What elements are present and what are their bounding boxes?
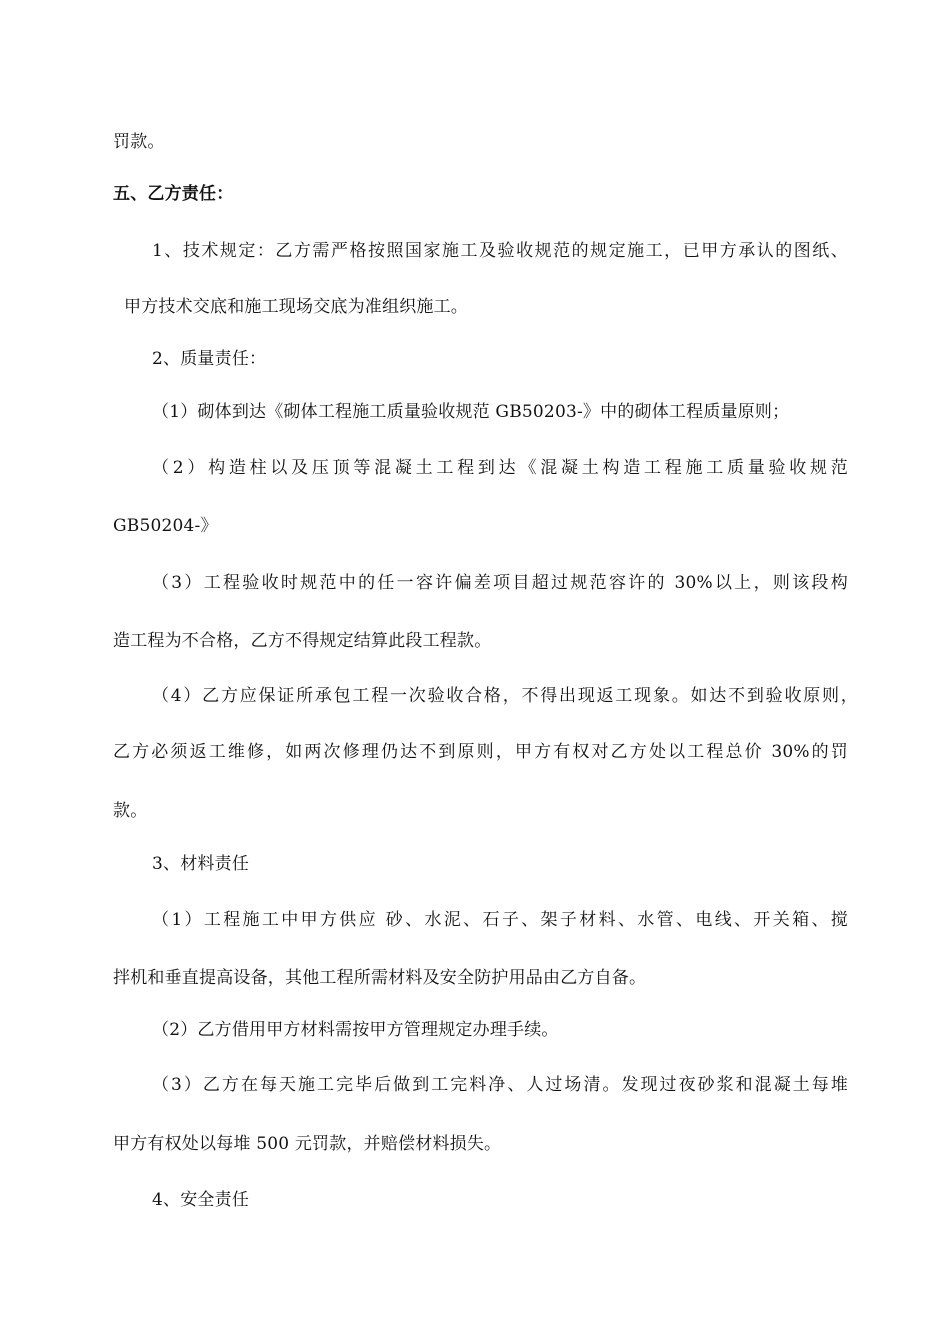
text-line-site-cleanup: （3）乙方在每天施工完毕后做到工完料净、人过场清。发现过夜砂浆和混凝土每堆 bbox=[152, 1075, 848, 1095]
text-line-concrete-quality: （2）构造柱以及压顶等混凝土工程到达《混凝土构造工程施工质量验收规范 bbox=[152, 458, 848, 478]
text-line-rework-rule-end: 款。 bbox=[113, 801, 148, 821]
text-line-rework-rule: 乙方必须返工维修，如两次修理仍达不到原则，甲方有权对乙方处以工程总价 30%的罚 bbox=[113, 742, 848, 762]
subheading-quality-responsibility: 2、质量责任： bbox=[152, 349, 267, 369]
text-line-technical-rule-cont: 甲方技术交底和施工现场交底为准组织施工。 bbox=[124, 297, 468, 317]
section-heading-party-b-responsibility: 五、乙方责任： bbox=[113, 184, 234, 204]
text-line-site-cleanup-cont: 甲方有权处以每堆 500 元罚款，并赔偿材料损失。 bbox=[113, 1134, 502, 1154]
subheading-material-responsibility: 3、材料责任 bbox=[152, 854, 250, 874]
text-line-tolerance-rule-cont: 造工程为不合格，乙方不得规定结算此段工程款。 bbox=[113, 631, 492, 651]
text-line-fine-end: 罚款。 bbox=[113, 132, 165, 152]
text-line-acceptance-rule: （4）乙方应保证所承包工程一次验收合格，不得出现返工现象。如达不到验收原则， bbox=[152, 686, 858, 706]
text-line-concrete-standard: GB50204-》 bbox=[113, 516, 218, 536]
text-line-material-borrowing: （2）乙方借用甲方材料需按甲方管理规定办理手续。 bbox=[152, 1020, 559, 1040]
text-line-technical-rule: 1、技术规定：乙方需严格按照国家施工及验收规范的规定施工，已甲方承认的图纸、 bbox=[152, 241, 848, 261]
text-line-tolerance-rule: （3）工程验收时规范中的任一容许偏差项目超过规范容许的 30%以上，则该段构 bbox=[152, 573, 848, 593]
text-line-material-supply-cont: 拌机和垂直提高设备，其他工程所需材料及安全防护用品由乙方自备。 bbox=[113, 968, 647, 988]
subheading-safety-responsibility: 4、安全责任 bbox=[152, 1190, 250, 1210]
text-line-material-supply: （1）工程施工中甲方供应 砂、水泥、石子、架子材料、水管、电线、开关箱、搅 bbox=[152, 910, 848, 930]
text-line-masonry-quality: （1）砌体到达《砌体工程施工质量验收规范 GB50203-》中的砌体工程质量原则； bbox=[152, 402, 790, 422]
